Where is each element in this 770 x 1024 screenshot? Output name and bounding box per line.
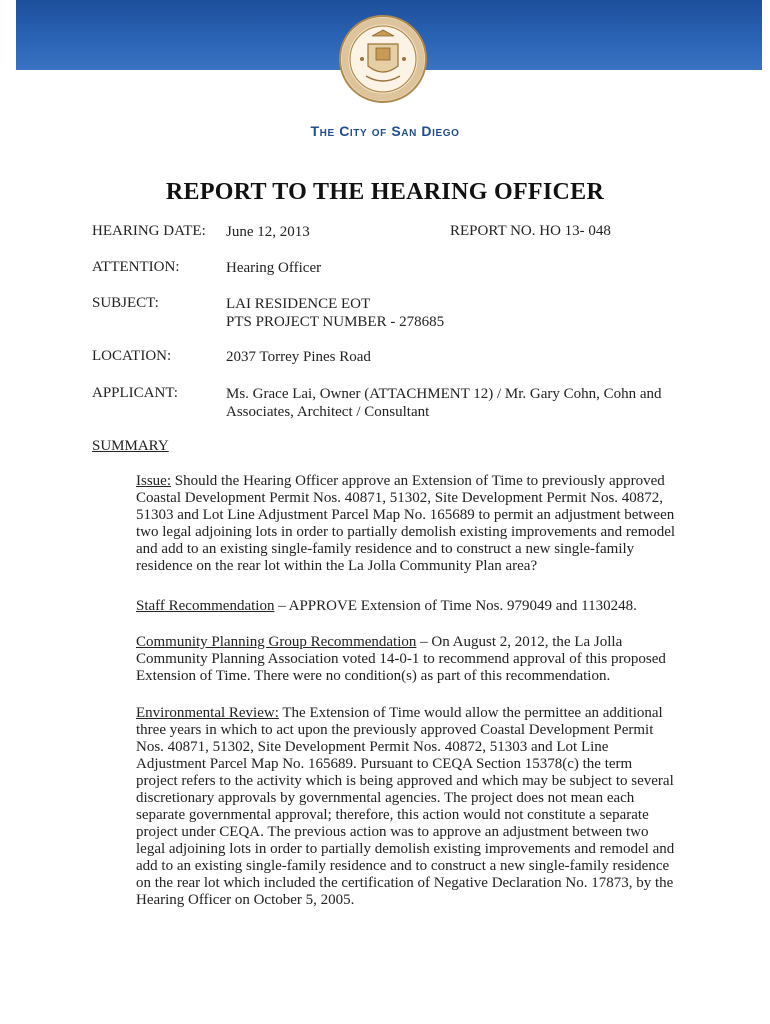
city-name: The City of San Diego — [310, 123, 460, 139]
applicant-label: APPLICANT: — [92, 385, 178, 401]
attention-value: Hearing Officer — [226, 260, 322, 276]
report-number: REPORT NO. HO 13- 048 — [450, 223, 611, 239]
summary-heading: SUMMARY — [92, 438, 169, 454]
staff-recommendation-paragraph — [136, 598, 676, 615]
hearing-date-label: HEARING DATE: — [92, 223, 206, 239]
city-seal-logo — [338, 14, 428, 104]
subject-line-1: LAI RESIDENCE EOT — [226, 296, 371, 312]
applicant-line-2: Associates, Architect / Consultant — [226, 404, 430, 420]
issue-paragraph — [136, 473, 676, 575]
location-value: 2037 Torrey Pines Road — [226, 349, 371, 365]
environmental-review-paragraph — [136, 705, 676, 909]
cpg-recommendation-paragraph — [136, 634, 676, 685]
subject-label: SUBJECT: — [92, 295, 159, 311]
staff-recommendation-text: – APPROVE Extension of Time Nos. 979049 and 1130248. — [274, 598, 637, 614]
staff-recommendation-lead: Staff Recommendation — [136, 598, 275, 614]
cpg-recommendation-text: – On August 2, 2012, the La Jolla Community Planning Association voted 14-0-1 to recommend approval of this proposed Extension of Time. There were no condition(s) as part of this recommendation. — [136, 634, 666, 684]
subject-line-2: PTS PROJECT NUMBER - 278685 — [226, 314, 445, 330]
attention-label: ATTENTION: — [92, 259, 180, 275]
environmental-review-text: The Extension of Time would allow the permittee an additional three years in which to act upon the previously approved Coastal Development Permit Nos. 40871, 51302, Site Development Permit Nos. 40872, 51303 and Lot Line Adjustment Parcel Map No. 165689. Pursuant to CEQA Section 15378(c) the term project refers to the activity which is being approved and which may be subject to several discretionary approvals by governmental agencies. The project does not mean each separate governmental approval; therefore, this action would not constitute a separate project under CEQA. The previous action was to approve an adjustment between two legal adjoining lots in order to partially demolish existing improvements and remodel and add to an existing single-family residence and to construct a new single-family residence on the rear lot which included the certification of Negative Declaration No. 17873, by the Hearing Officer on October 5, 2005. — [136, 705, 675, 908]
issue-lead: Issue: — [136, 473, 171, 489]
report-title: REPORT TO THE HEARING OFFICER — [165, 179, 605, 205]
applicant-line-1: Ms. Grace Lai, Owner (ATTACHMENT 12) / Mr. Gary Cohn, Cohn and — [226, 386, 662, 402]
location-label: LOCATION: — [92, 348, 172, 364]
environmental-review-lead: Environmental Review: — [136, 705, 279, 721]
issue-text: Should the Hearing Officer approve an Extension of Time to previously approved Coastal Development Permit Nos. 40871, 51302, Site Development Permit Nos. 40872, 51303 and Lot Line Adjustment Parcel Map No. 165689 to permit an adjustment between two legal adjoining lots in order to partially demolish existing improvements and remodel and add to an existing single-family residence and to construct a new single-family residence on the rear lot within the La Jolla Community Plan area? — [136, 473, 676, 574]
hearing-date-value: June 12, 2013 — [226, 224, 310, 240]
cpg-recommendation-lead: Community Planning Group Recommendation — [136, 634, 417, 650]
